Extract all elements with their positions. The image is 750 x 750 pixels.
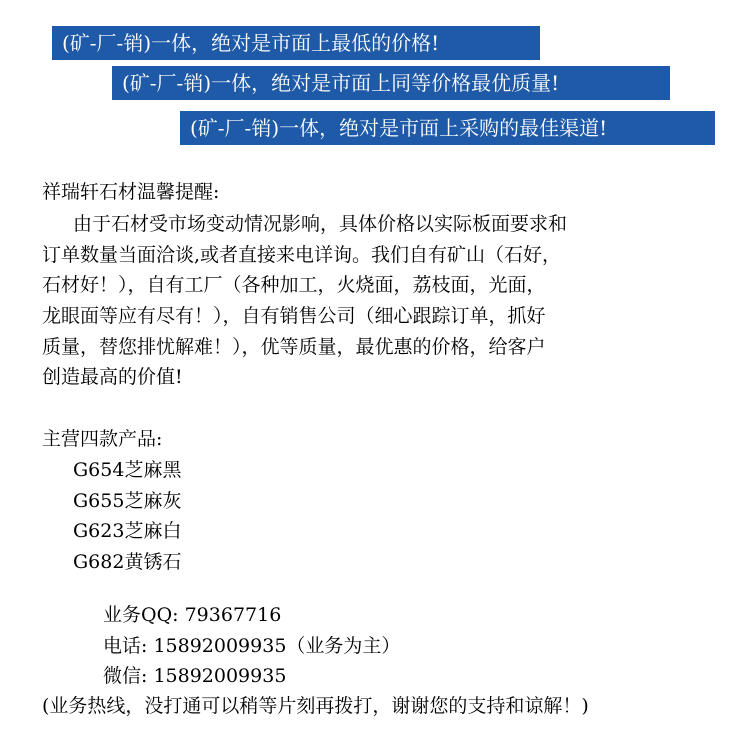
notice-heading: 祥瑞轩石材温馨提醒: (42, 181, 220, 203)
contact-note: (业务热线，没打通可以稍等片刻再拨打，谢谢您的支持和谅解！) (42, 695, 589, 717)
contact-phone: 电话: 15892009935（业务为主） (103, 635, 401, 657)
product-item: G654芝麻黑 (73, 459, 182, 481)
product-item: G655芝麻灰 (73, 490, 182, 512)
notice-line: 石材好！），自有工厂（各种加工，火烧面，荔枝面，光面， (42, 274, 546, 296)
products-heading: 主营四款产品: (42, 428, 163, 450)
banner-best-quality: (矿-厂-销)一体，绝对是市面上同等价格最优质量! (112, 66, 670, 100)
banner-lowest-price: (矿-厂-销)一体，绝对是市面上最低的价格! (52, 26, 540, 60)
contact-qq: 业务QQ: 79367716 (103, 604, 282, 626)
product-item: G682黄锈石 (73, 551, 182, 573)
product-item: G623芝麻白 (73, 520, 182, 542)
notice-line: 创造最高的价值! (42, 366, 183, 388)
notice-line: 质量，替您排忧解难！），优等质量，最优惠的价格，给客户 (42, 336, 546, 358)
notice-line: 订单数量当面洽谈,或者直接来电详询。我们自有矿山（石好， (42, 244, 562, 266)
notice-line: 龙眼面等应有尽有！），自有销售公司（细心跟踪订单，抓好 (42, 305, 546, 327)
contact-wechat: 微信: 15892009935 (103, 665, 287, 687)
banner-best-channel: (矿-厂-销)一体，绝对是市面上采购的最佳渠道! (180, 111, 715, 145)
notice-line: 由于石材受市场变动情况影响，具体价格以实际板面要求和 (73, 213, 568, 235)
